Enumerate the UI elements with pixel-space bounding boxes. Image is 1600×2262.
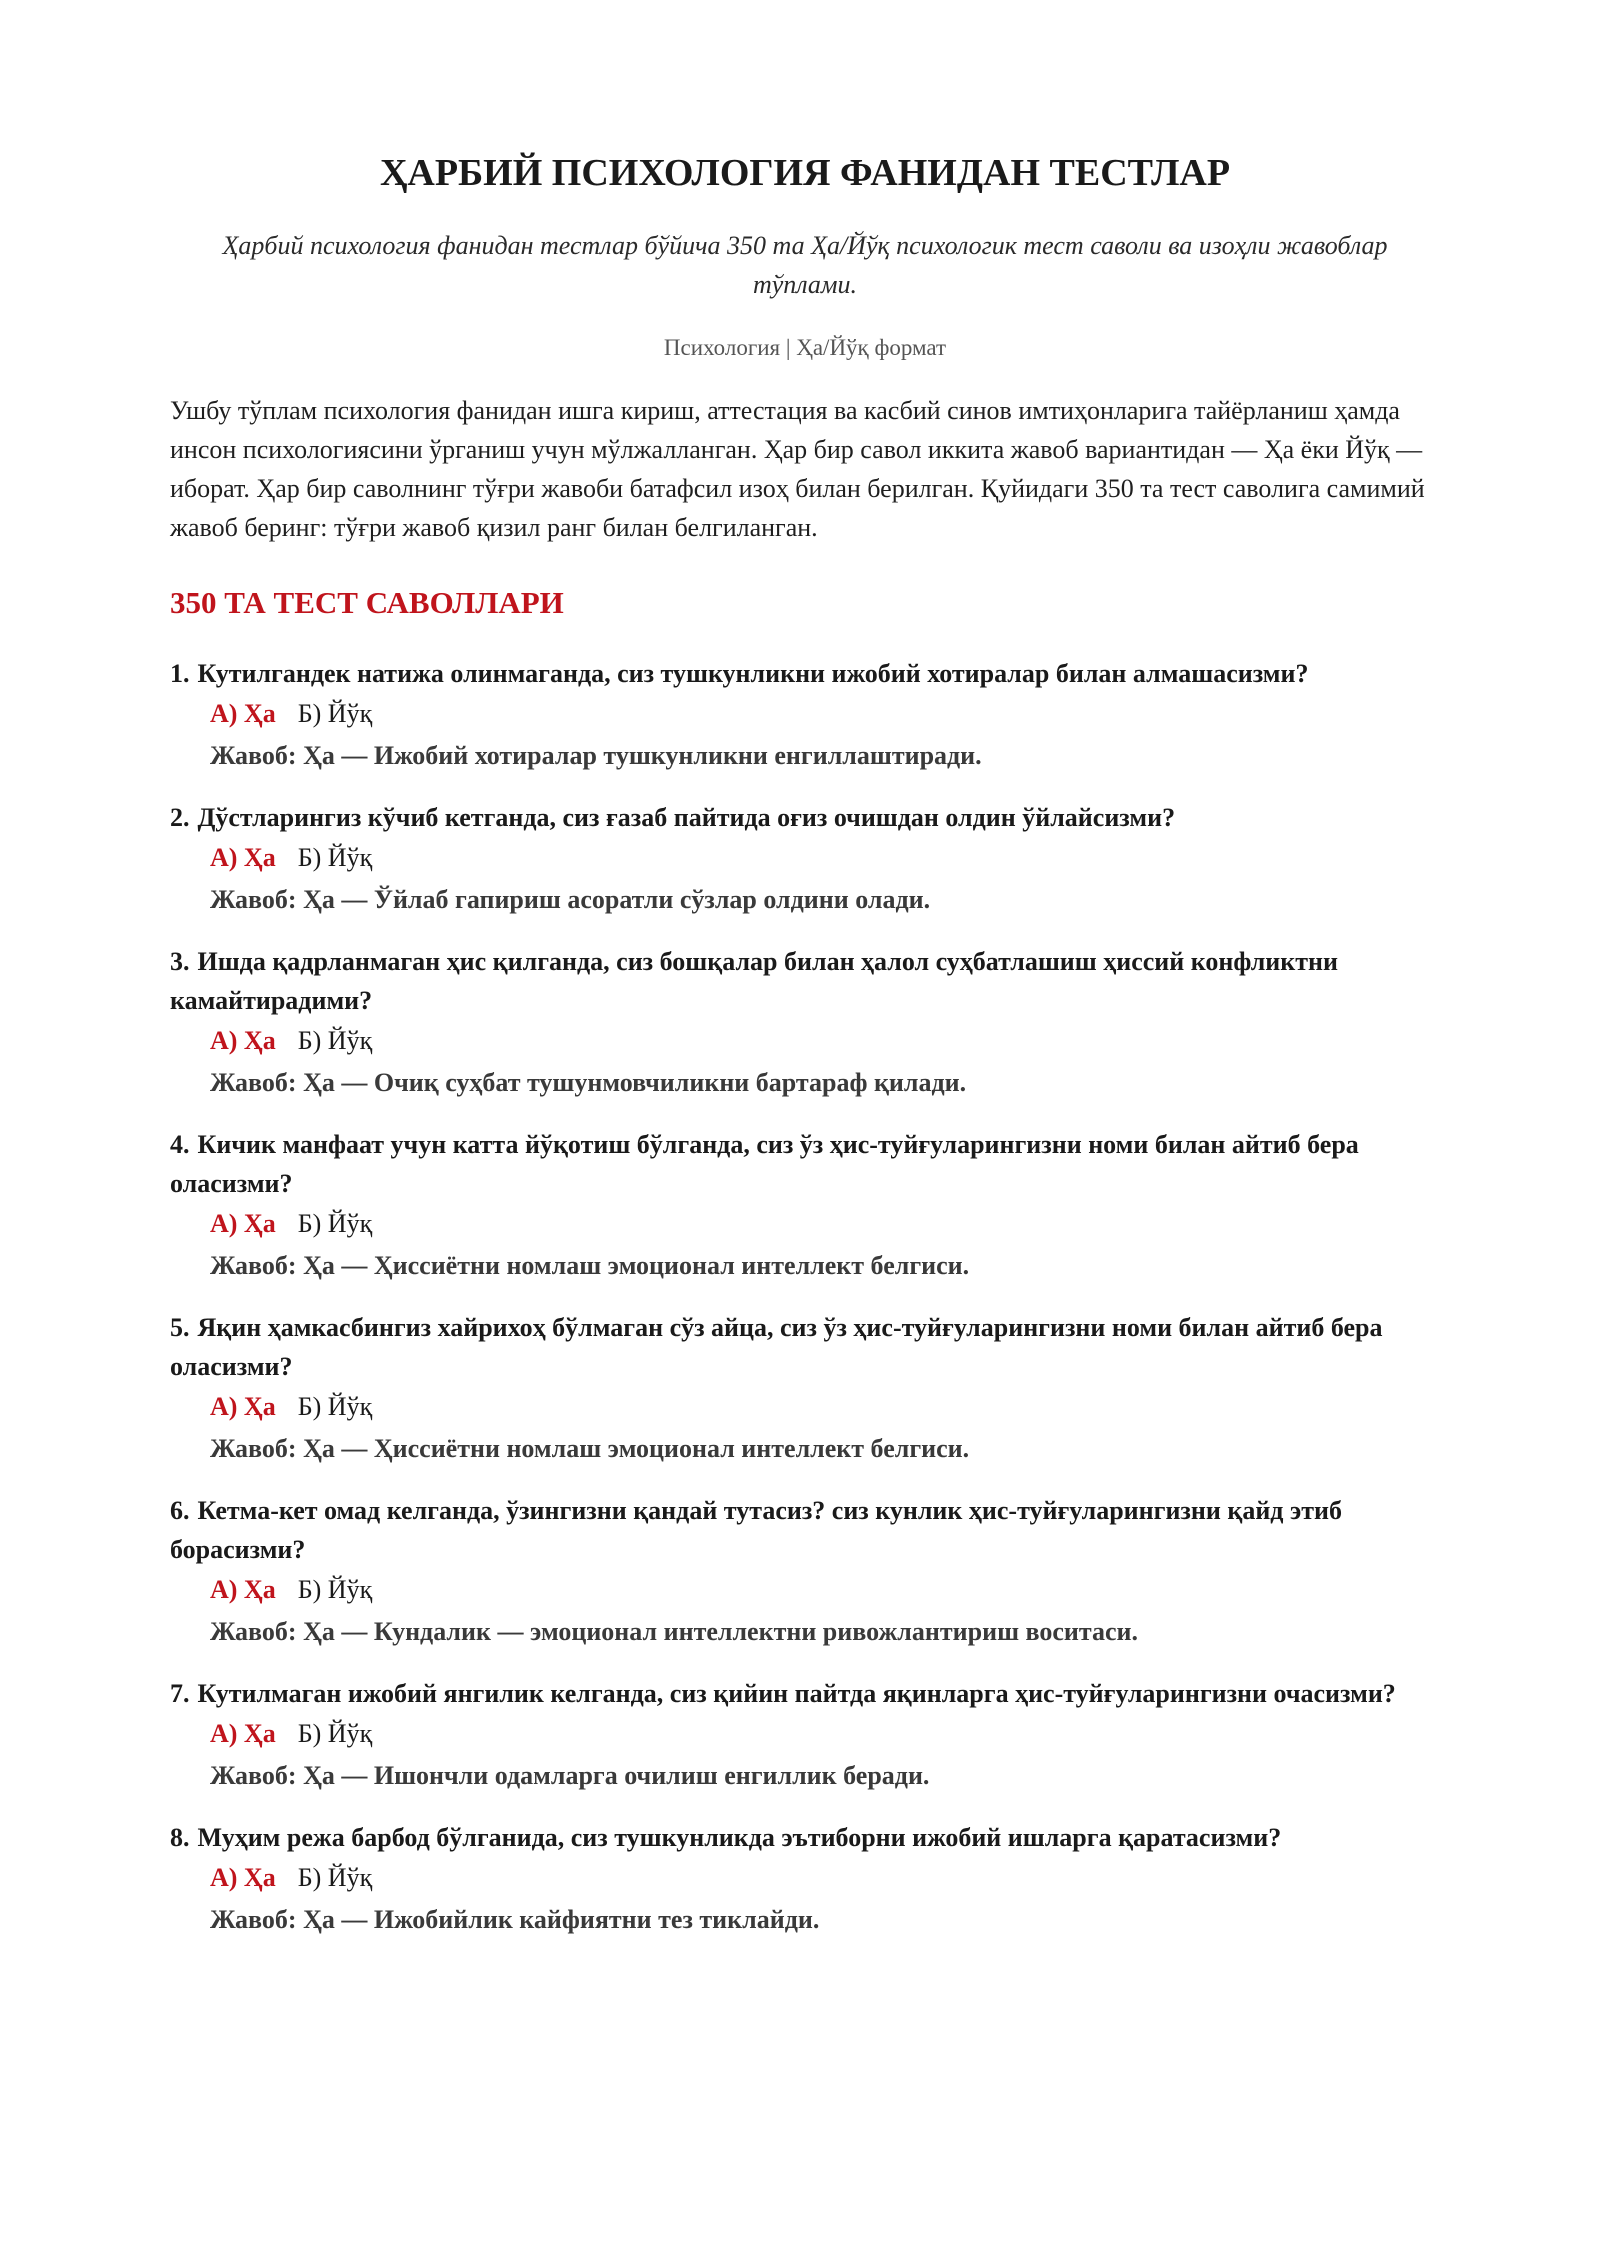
question-body: Дўстларингиз кўчиб кетганда, сиз ғазаб пайтида оғиз очишдан олдин ўйлайсизми? xyxy=(197,803,1176,832)
question-number: 1. xyxy=(170,659,190,688)
question-body: Яқин ҳамкасбингиз хайрихоҳ бўлмаган сўз айца, сиз ўз ҳис-туйғуларингизни номи билан айтиб бера оласизми? xyxy=(170,1313,1383,1381)
answer-options xyxy=(170,1203,1440,1245)
option-a-correct: А) Ҳа xyxy=(210,1209,276,1238)
option-a-correct: А) Ҳа xyxy=(210,699,276,728)
question-body: Кутилгандек натижа олинмаганда, сиз тушкунликни ижобий хотиралар билан алмашасизми? xyxy=(197,659,1309,688)
option-b: Б) Йўқ xyxy=(297,1392,373,1421)
question-body: Ишда қадрланмаган ҳис қилганда, сиз бошқалар билан ҳалол суҳбатлашиш ҳиссий конфликтни камайтирадими? xyxy=(170,947,1338,1015)
option-b: Б) Йўқ xyxy=(297,1719,373,1748)
question-body: Кичик манфаат учун катта йўқотиш бўлганда, сиз ўз ҳис-туйғуларингизни номи билан айтиб бера оласизми? xyxy=(170,1130,1359,1198)
question-item xyxy=(170,1308,1440,1470)
question-text xyxy=(170,942,1440,1020)
question-text xyxy=(170,798,1440,837)
question-item xyxy=(170,798,1440,921)
answer-options xyxy=(170,1569,1440,1611)
document-subtitle: Ҳарбий психология фанидан тестлар бўйича 350 та Ҳа/Йўқ психологик тест саволи ва изоҳли жавоблар тўплами. xyxy=(222,231,1388,299)
answer-explanation: Жавоб: Ҳа — Ижобийлик кайфиятни тез тиклайди. xyxy=(210,1905,820,1934)
document-intro: Ушбу тўплам психология фанидан ишга кириш, аттестация ва касбий синов имтиҳонларига тайёрланиш ҳамда инсон психологиясини ўрганиш учун мўлжалланган. Ҳар бир савол иккита жавоб вариантидан — Ҳа ёки Йўқ — иборат. Ҳар бир саволнинг тўғри жавоби батафсил изоҳ билан берилган. Қуйидаги 350 та тест саволига самимий жавоб беринг: тўғри жавоб қизил ранг билан белгиланган. xyxy=(170,396,1425,542)
answer-options xyxy=(170,837,1440,879)
option-b: Б) Йўқ xyxy=(297,1026,373,1055)
question-text xyxy=(170,1818,1440,1857)
question-text xyxy=(170,1491,1440,1569)
question-number: 6. xyxy=(170,1496,190,1525)
answer-options xyxy=(170,693,1440,735)
question-body: Кетма-кет омад келганда, ўзингизни қандай тутасиз? сиз кунлик ҳис-туйғуларингизни қайд этиб борасизми? xyxy=(170,1496,1342,1564)
option-a-correct: А) Ҳа xyxy=(210,1392,276,1421)
option-a-correct: А) Ҳа xyxy=(210,1026,276,1055)
option-b: Б) Йўқ xyxy=(297,1575,373,1604)
question-number: 5. xyxy=(170,1313,190,1342)
answer-options xyxy=(170,1857,1440,1899)
question-item xyxy=(170,942,1440,1104)
question-text xyxy=(170,1674,1440,1713)
question-item xyxy=(170,1818,1440,1941)
option-a-correct: А) Ҳа xyxy=(210,843,276,872)
question-item xyxy=(170,1125,1440,1287)
option-a-correct: А) Ҳа xyxy=(210,1863,276,1892)
document-title: ҲАРБИЙ ПСИХОЛОГИЯ ФАНИДАН ТЕСТЛАР xyxy=(379,152,1231,194)
question-item xyxy=(170,1674,1440,1797)
question-list xyxy=(170,654,1440,1941)
document-meta: Психология | Ҳа/Йўқ формат xyxy=(663,335,947,360)
option-b: Б) Йўқ xyxy=(297,699,373,728)
answer-options xyxy=(170,1020,1440,1062)
answer-explanation: Жавоб: Ҳа — Ўйлаб гапириш асоратли сўзлар олдини олади. xyxy=(210,885,931,914)
question-number: 7. xyxy=(170,1679,190,1708)
answer-explanation: Жавоб: Ҳа — Ҳиссиётни номлаш эмоционал интеллект белгиси. xyxy=(210,1251,970,1280)
answer-options xyxy=(170,1386,1440,1428)
question-text xyxy=(170,1125,1440,1203)
answer-explanation: Жавоб: Ҳа — Очиқ суҳбат тушунмовчиликни бартараф қилади. xyxy=(210,1068,967,1097)
section-heading: 350 ТА ТЕСТ САВОЛЛАРИ xyxy=(170,585,564,620)
option-b: Б) Йўқ xyxy=(297,1863,373,1892)
answer-explanation: Жавоб: Ҳа — Ҳиссиётни номлаш эмоционал интеллект белгиси. xyxy=(210,1434,970,1463)
question-item xyxy=(170,1491,1440,1653)
answer-explanation: Жавоб: Ҳа — Ишончли одамларга очилиш енгиллик беради. xyxy=(210,1761,930,1790)
question-item xyxy=(170,654,1440,777)
question-body: Кутилмаган ижобий янгилик келганда, сиз қийин пайтда яқинларга ҳис-туйғуларингизни очасизми? xyxy=(197,1679,1396,1708)
document-page xyxy=(170,150,1440,1962)
question-number: 3. xyxy=(170,947,190,976)
question-number: 4. xyxy=(170,1130,190,1159)
answer-options xyxy=(170,1713,1440,1755)
option-a-correct: А) Ҳа xyxy=(210,1719,276,1748)
answer-explanation: Жавоб: Ҳа — Кундалик — эмоционал интеллектни ривожлантириш воситаси. xyxy=(210,1617,1139,1646)
question-number: 8. xyxy=(170,1823,190,1852)
question-number: 2. xyxy=(170,803,190,832)
question-text xyxy=(170,654,1440,693)
answer-explanation: Жавоб: Ҳа — Ижобий хотиралар тушкунликни енгиллаштиради. xyxy=(210,741,982,770)
question-body: Муҳим режа барбод бўлганида, сиз тушкунликда эътиборни ижобий ишларга қаратасизми? xyxy=(197,1823,1282,1852)
option-b: Б) Йўқ xyxy=(297,1209,373,1238)
option-a-correct: А) Ҳа xyxy=(210,1575,276,1604)
question-text xyxy=(170,1308,1440,1386)
option-b: Б) Йўқ xyxy=(297,843,373,872)
